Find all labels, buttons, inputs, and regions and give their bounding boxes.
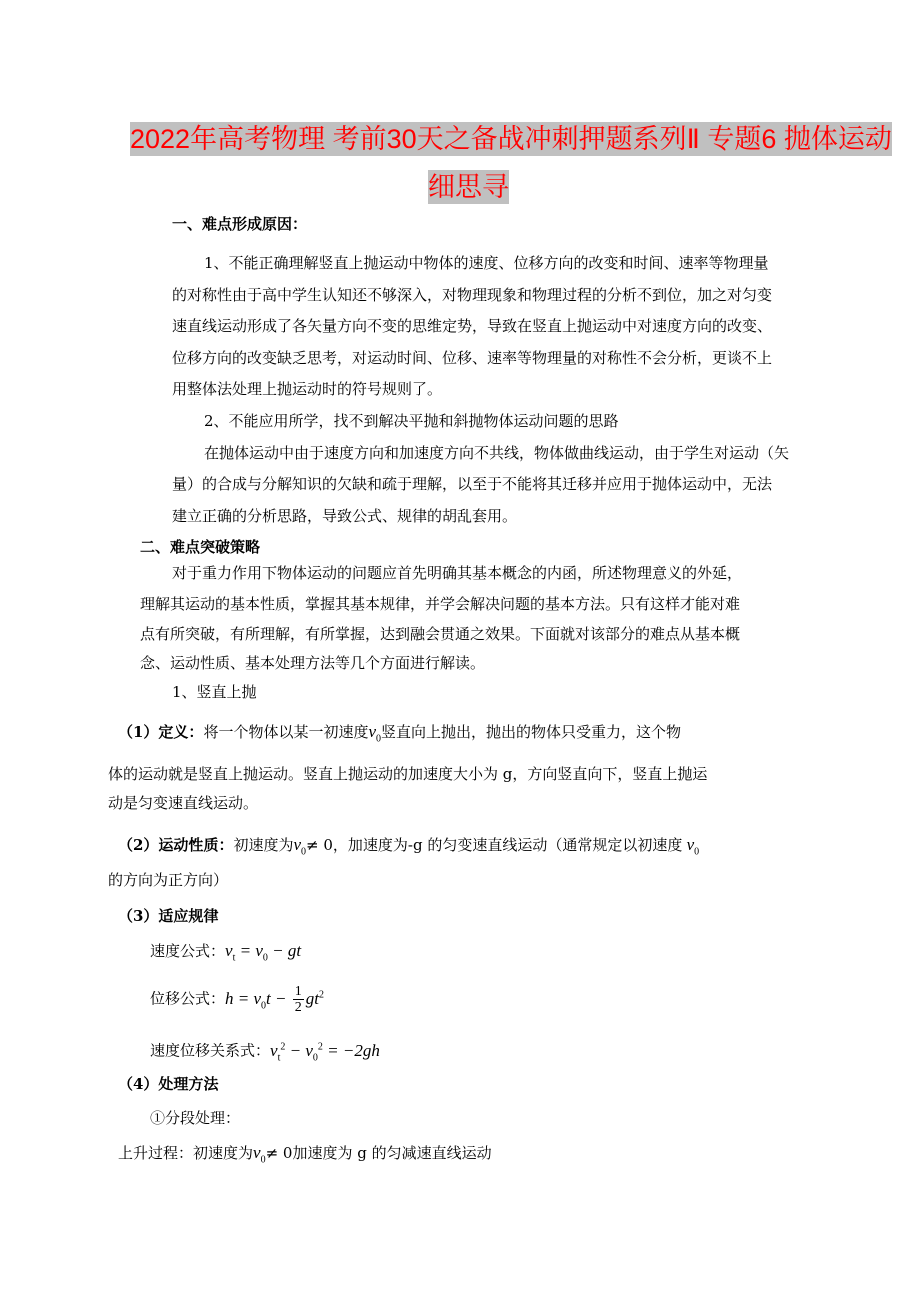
para-line: 位移方向的改变缺乏思考，对运动时间、位移、速率等物理量的对称性不会分析，更谈不上 [172, 349, 773, 367]
math-v0: $v_0$ [293, 835, 307, 858]
para-line: 量）的合成与分解知识的欠缺和疏于理解，以至于不能将其迁移并应用于抛体运动中，无法 [172, 475, 773, 493]
formula-displacement: 位移公式：$h = v_0t$ − $\frac{1}{2}$ $gt^2$ [150, 984, 324, 1016]
text: 速度位移关系式： [150, 1041, 271, 1060]
math-v0: $v_0$ [368, 722, 382, 745]
nature-label: （2）运动性质： [118, 836, 234, 854]
para-line: 用整体法处理上抛运动时的符号规则了。 [172, 380, 443, 398]
para-line: 在抛体运动中由于速度方向和加速度方向不共线，物体做曲线运动，由于学生对运动（矢 [204, 444, 790, 462]
text: 速度公式： [150, 942, 226, 960]
method-item: ①分段处理： [150, 1109, 241, 1127]
para-line: 1、不能正确理解竖直上抛运动中物体的速度、位移方向的改变和时间、速率等物理量 [204, 254, 769, 272]
subheading: 1、竖直上抛 [172, 683, 257, 701]
para-line: 对于重力作用下物体运动的问题应首先明确其基本概念的内函，所述物理意义的外延， [172, 564, 743, 582]
method-label: （4）处理方法 [118, 1075, 219, 1093]
text: 初速度为 [233, 836, 294, 854]
text: ≠ 0加速度为 g 的匀减速直线运动 [265, 1144, 492, 1162]
text: 竖直向上抛出，抛出的物体只受重力，这个物 [381, 723, 682, 741]
definition-label: （1）定义： [118, 723, 204, 741]
section1-heading: 一、难点形成原因： [172, 215, 308, 233]
text: ≠ 0，加速度为-g 的匀变速直线运动（通常规定以初速度 [306, 836, 683, 854]
definition-line [118, 723, 681, 748]
para-line: 的对称性由于高中学生认知还不够深入，对物理现象和物理过程的分析不到位，加之对匀变 [172, 286, 773, 304]
para-line: 建立正确的分析思路，导致公式、规律的胡乱套用。 [172, 507, 518, 525]
nature-line [118, 836, 699, 861]
formula-vel-disp: 速度位移关系式：$v_t^2 - v_0^2 = -2gh$ [150, 1040, 380, 1064]
para-line: 理解其运动的基本性质，掌握其基本规律，并学会解决问题的基本方法。只有这样才能对难 [140, 595, 741, 613]
section2-heading: 二、难点突破策略 [140, 538, 261, 556]
para-line: 点有所突破，有所理解，有所掌握，达到融会贯通之效果。下面就对该部分的难点从基本概 [140, 625, 741, 643]
para-line: 念、运动性质、基本处理方法等几个方面进行解读。 [140, 654, 486, 672]
doc-title-line1: 2022年高考物理 考前30天之备战冲刺押题系列Ⅱ 专题6 抛体运动 [130, 124, 892, 154]
formula-velocity: 速度公式：$v_t = v_0$ − gt [150, 941, 302, 964]
para-line: 的方向为正方向） [108, 871, 229, 889]
para-line: 速直线运动形成了各矢量方向不变的思维定势，导致在竖直上抛运动中对速度方向的改变、 [172, 317, 773, 335]
text: 位移公式： [150, 989, 226, 1008]
laws-label: （3）适应规律 [118, 907, 219, 925]
para-line: 体的运动就是竖直上抛运动。竖直上抛运动的加速度大小为 g，方向竖直向下，竖直上抛运 [108, 765, 708, 783]
para-line: 2、不能应用所学，找不到解决平抛和斜抛物体运动问题的思路 [204, 412, 619, 430]
math-v0: $v_0$ [682, 835, 700, 858]
doc-title-line2: 细思寻 [428, 172, 509, 202]
text: 将一个物体以某一初速度 [203, 723, 369, 741]
ascent-line: 上升过程：初速度为$v_0\ne 0$加速度为 g 的匀减速直线运动 [118, 1143, 492, 1166]
para-line: 动是匀变速直线运动。 [108, 794, 259, 812]
text: 上升过程：初速度为 [118, 1144, 254, 1162]
